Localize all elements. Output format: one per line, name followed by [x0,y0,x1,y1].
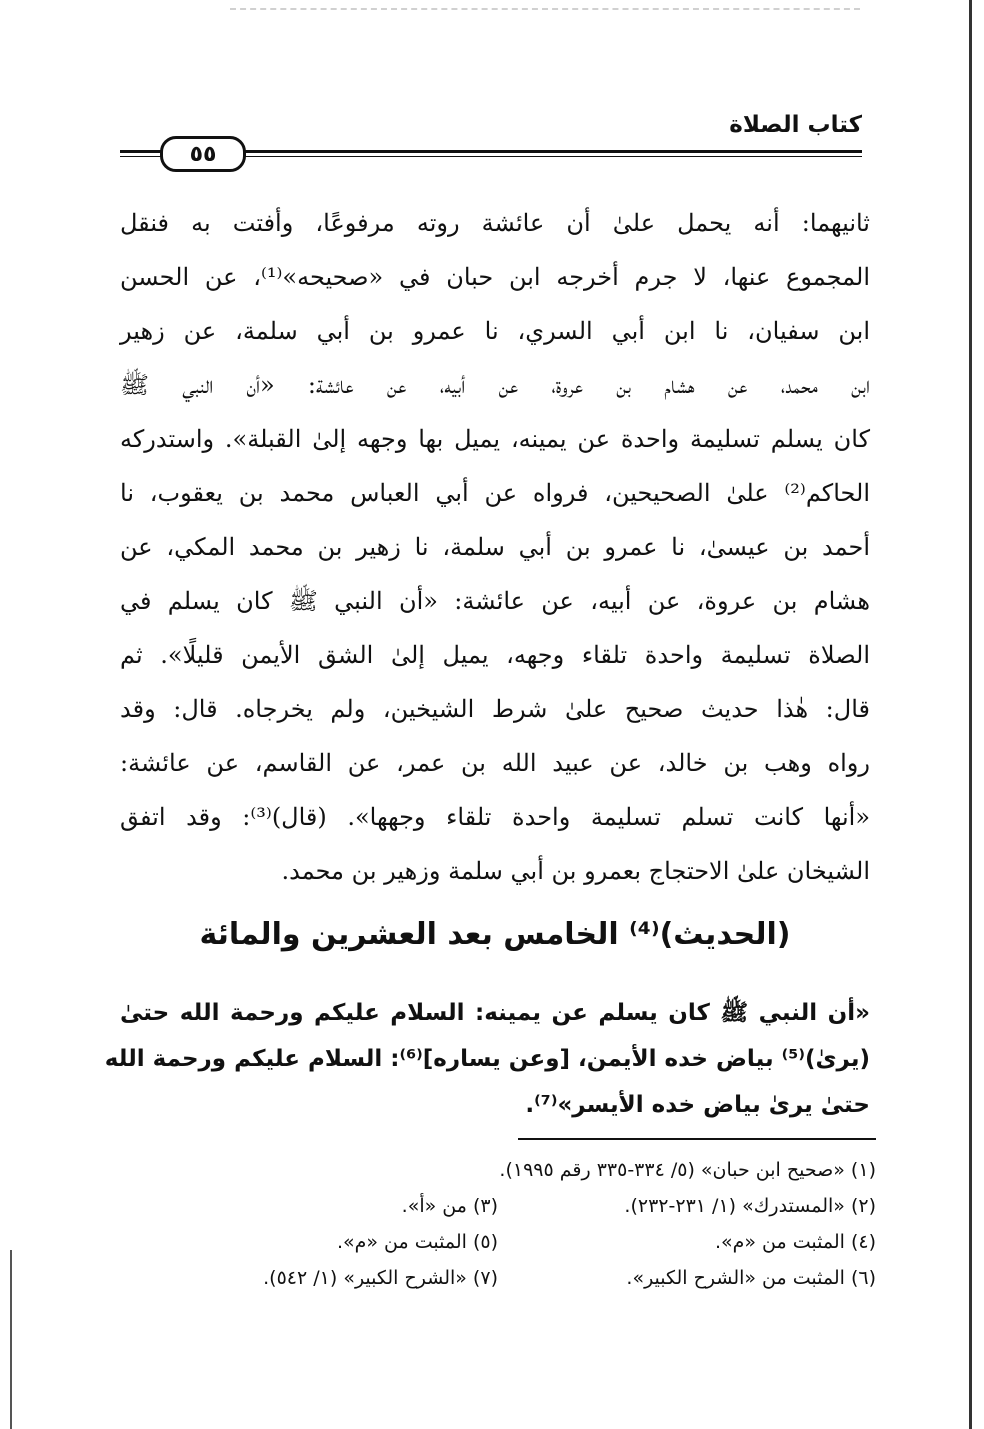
text-line: كان يسلم تسليمة واحدة عن يمينه، يميل بها وجهه إلىٰ القبلة». واستدركه [120,425,870,453]
text-line: ابن محمد، عن هشام بن عروة، عن أبيه، عن عائشة: «أن النبي ﷺ [120,371,870,399]
page-header [120,112,862,172]
text-line: قال: هٰذا حديث صحيح علىٰ شرط الشيخين، ولم يخرجاه. قال: وقد [120,695,870,723]
text-line: هشام بن عروة، عن أبيه، عن عائشة: «أن النبي ﷺ كان يسلم في [120,587,870,615]
text-line: ابن سفيان، نا ابن أبي السري، نا عمرو بن أبي سلمة، عن زهير [120,317,870,345]
text-line: المجموع عنها، لا جرم أخرجه ابن حبان في «صحيحه»⁽¹⁾، عن الحسن [120,263,870,291]
page-edge-line [969,0,972,1429]
footnote-5: (٥) المثبت من «م». [336,1231,498,1253]
text-line: الصلاة تسليمة واحدة تلقاء وجهه، يميل إلىٰ الشق الأيمن قليلًا». ثم [120,641,870,669]
footnote-7: (٧) «الشرح الكبير» (١/ ٥٤٢). [263,1267,498,1289]
text-line: أحمد بن عيسىٰ، نا عمرو بن أبي سلمة، نا زهير بن محمد المكي، عن [120,533,870,561]
hadith-line: «أن النبي ﷺ كان يسلم عن يمينه: السلام عليكم ورحمة الله حتىٰ [120,1000,870,1026]
footnote-4: (٤) المثبت من «م». [714,1231,876,1253]
footnote-6: (٦) المثبت من «الشرح الكبير». [626,1267,876,1289]
hadith-heading: (الحديث)⁽⁴⁾ الخامس بعد العشرين والمائة [199,917,791,952]
main-text [120,196,870,898]
footnote-separator [518,1138,876,1140]
hadith-line: حتىٰ يرىٰ بياض خده الأيسر»⁽⁷⁾. [525,1092,870,1118]
scan-edge-line [10,1250,12,1429]
chapter-title: كتاب الصلاة [729,112,862,138]
footnote-2: (٢) «المستدرك» (١/ ٢٣١-٢٣٢). [624,1195,876,1217]
hadith-line: (يرىٰ)⁽⁵⁾ بياض خده الأيمن، [وعن يساره]⁽⁶⁾: السلام عليكم ورحمة الله [104,1046,870,1072]
footnotes [120,1152,876,1296]
top-dashed-border [230,8,860,10]
text-line: الحاكم⁽²⁾ علىٰ الصحيحين، فرواه عن أبي العباس محمد بن يعقوب، نا [120,479,870,507]
text-line: ثانيهما: أنه يحمل علىٰ أن عائشة روته مرفوعًا، وأفتت به فنقل [120,209,870,237]
text-line: الشيخان علىٰ الاحتجاج بعمرو بن أبي سلمة وزهير بن محمد. [281,857,870,885]
text-line: «أنها كانت تسلم تسليمة واحدة تلقاء وجهها». (قال)⁽³⁾: وقد اتفق [120,803,871,831]
hadith-text [104,990,870,1128]
page-number: ٥٥ [160,136,246,172]
text-line: رواه وهب بن خالد، عن عبيد الله بن عمر، عن القاسم، عن عائشة: [120,749,870,777]
footnote-1: (١) «صحيح ابن حبان» (٥/ ٣٣٤-٣٣٥ رقم ١٩٩٥). [499,1159,876,1181]
footnote-3: (٣) من «أ». [401,1195,498,1217]
